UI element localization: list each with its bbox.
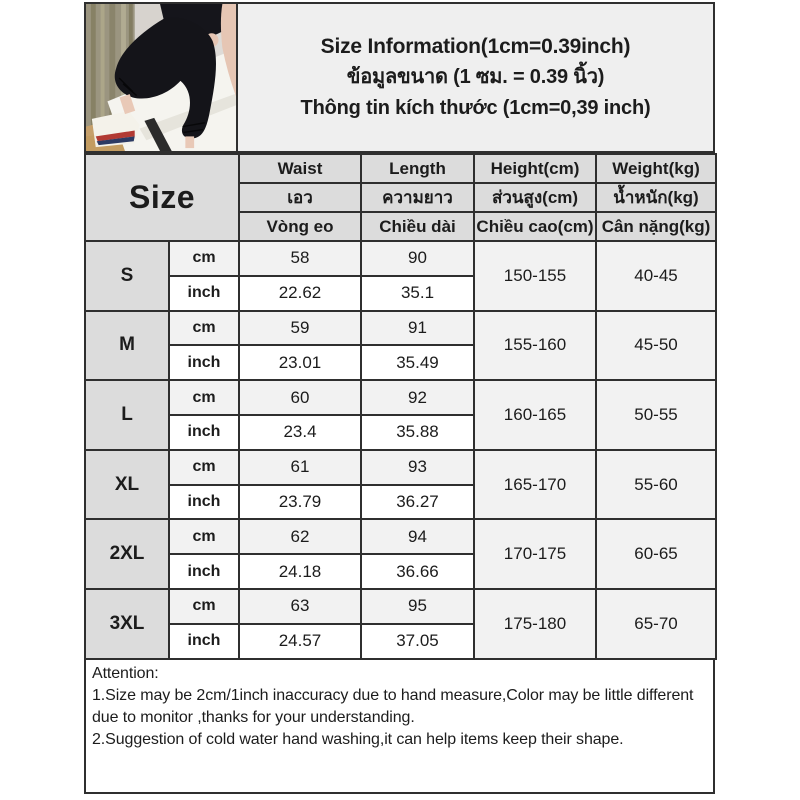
length-header-en: Length [361,154,474,183]
size-cell: S [85,241,169,311]
weight-header-en: Weight(kg) [596,154,716,183]
product-photo [84,2,238,153]
weight-range: 50-55 [596,380,716,450]
unit-inch-cell: inch [169,485,239,520]
attention-heading: Attention: [92,665,159,682]
size-information-header [236,2,715,153]
attention-note-line: 2.Suggestion of cold water hand washing,it can help items keep their shape. [92,731,624,748]
waist-header-th: เอว [239,183,361,212]
weight-range: 45-50 [596,311,716,381]
height-header-en: Height(cm) [474,154,596,183]
unit-inch-cell: inch [169,415,239,450]
length-header-th: ความยาว [361,183,474,212]
length-cm-value: 93 [361,450,474,485]
height-range: 170-175 [474,519,596,589]
height-range: 175-180 [474,589,596,659]
weight-range: 40-45 [596,241,716,311]
size-table [84,153,717,660]
product-photo-illustration [86,4,236,151]
table-row [85,589,716,624]
table-row [85,450,716,485]
height-range: 165-170 [474,450,596,520]
waist-inch-value: 23.01 [239,345,361,380]
unit-inch-cell: inch [169,345,239,380]
length-cm-value: 94 [361,519,474,554]
length-cm-value: 91 [361,311,474,346]
waist-inch-value: 23.4 [239,415,361,450]
title-english: Size Information(1cm=0.39inch) [320,35,631,58]
height-header-th: ส่วนสูง(cm) [474,183,596,212]
size-cell: M [85,311,169,381]
length-inch-value: 37.05 [361,624,474,659]
waist-inch-value: 22.62 [239,276,361,311]
waist-cm-value: 58 [239,241,361,276]
weight-header-vi: Cân nặng(kg) [596,212,716,241]
table-row [85,311,716,346]
weight-range: 65-70 [596,589,716,659]
attention-note-line: due to monitor ,thanks for your understanding. [92,709,415,726]
waist-header-en: Waist [239,154,361,183]
unit-inch-cell: inch [169,276,239,311]
size-cell: 2XL [85,519,169,589]
length-header-vi: Chiều dài [361,212,474,241]
height-range: 150-155 [474,241,596,311]
title-thai: ข้อมูลขนาด (1 ซม. = 0.39 นิ้ว) [346,66,605,88]
size-column-header: Size [85,154,239,241]
attention-note-line: 1.Size may be 2cm/1inch inaccuracy due to hand measure,Color may be little different [92,687,694,704]
length-inch-value: 36.27 [361,485,474,520]
length-inch-value: 35.49 [361,345,474,380]
table-row [85,380,716,415]
unit-cm-cell: cm [169,519,239,554]
unit-cm-cell: cm [169,450,239,485]
length-inch-value: 36.66 [361,554,474,589]
weight-range: 60-65 [596,519,716,589]
header-row-en [85,154,716,183]
size-cell: 3XL [85,589,169,659]
length-inch-value: 35.1 [361,276,474,311]
title-vietnamese: Thông tin kích thước (1cm=0,39 inch) [300,97,651,119]
height-header-vi: Chiều cao(cm) [474,212,596,241]
waist-cm-value: 60 [239,380,361,415]
waist-inch-value: 23.79 [239,485,361,520]
waist-cm-value: 63 [239,589,361,624]
unit-inch-cell: inch [169,624,239,659]
unit-cm-cell: cm [169,241,239,276]
length-cm-value: 90 [361,241,474,276]
size-cell: XL [85,450,169,520]
length-cm-value: 95 [361,589,474,624]
unit-cm-cell: cm [169,311,239,346]
size-cell: L [85,380,169,450]
height-range: 155-160 [474,311,596,381]
waist-cm-value: 62 [239,519,361,554]
length-cm-value: 92 [361,380,474,415]
table-row [85,241,716,276]
height-range: 160-165 [474,380,596,450]
waist-header-vi: Vòng eo [239,212,361,241]
attention-notes [84,658,715,794]
waist-cm-value: 59 [239,311,361,346]
unit-cm-cell: cm [169,589,239,624]
unit-cm-cell: cm [169,380,239,415]
length-inch-value: 35.88 [361,415,474,450]
waist-inch-value: 24.57 [239,624,361,659]
unit-inch-cell: inch [169,554,239,589]
table-row [85,519,716,554]
weight-header-th: น้ำหนัก(kg) [596,183,716,212]
weight-range: 55-60 [596,450,716,520]
waist-cm-value: 61 [239,450,361,485]
waist-inch-value: 24.18 [239,554,361,589]
